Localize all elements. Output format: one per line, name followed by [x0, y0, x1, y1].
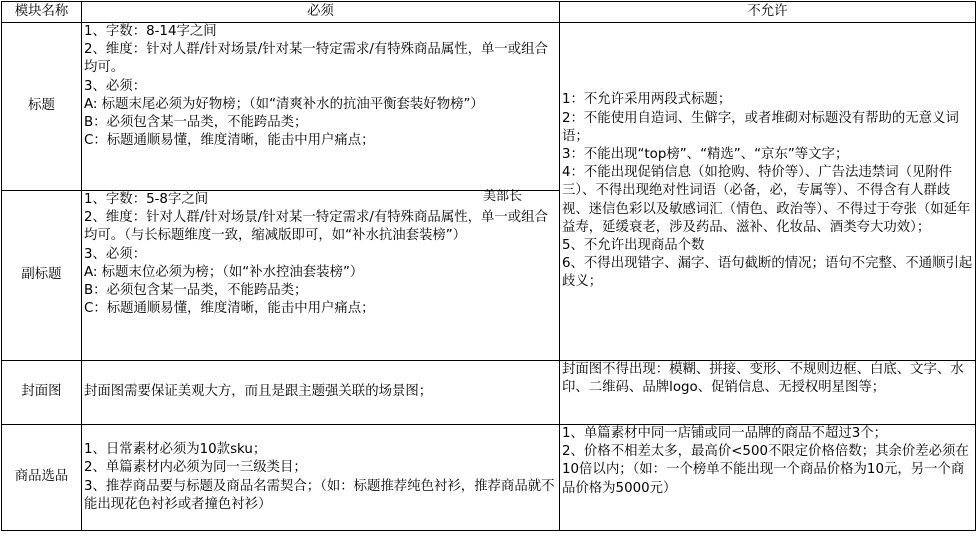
- header-must: 必须: [82, 2, 560, 23]
- list-item: 1、单篇素材中同一店铺或同一品牌的商品不超过3个；: [562, 426, 888, 441]
- list-item: 封面图需要保证美观大方，而且是跟主题强关联的场景图；: [84, 384, 433, 400]
- list-item: 3、必须：: [84, 246, 147, 262]
- list-item: 1、日常素材必须为10款sku；: [84, 442, 267, 458]
- cover-forbid-cell: [560, 361, 976, 425]
- table-row-product: [2, 425, 976, 531]
- list-item: 2、价格不相差太多，最高价<500不限定价格倍数；其余价差必须在10倍以内；（如：一个榜单不能出现一个商品价格为10元，另一个商品价格为5000元）: [562, 444, 969, 496]
- module-subtitle: 副标题: [2, 191, 82, 361]
- list-item: 3、必须：: [84, 78, 147, 94]
- title-must-cell: [82, 23, 560, 191]
- list-item: 2、维度：针对人群/针对场景/针对某一特定需求/有特殊商品属性，单一或组合均可。: [84, 42, 548, 76]
- module-cover: 封面图: [2, 361, 82, 425]
- requirements-table: [1, 1, 976, 531]
- list-item: 1：不允许采用两段式标题；: [562, 92, 732, 108]
- title-forbid-cell: [560, 23, 976, 361]
- header-forbid: 不允许: [560, 2, 976, 23]
- list-item: 4：不能出现促销信息（如抢购、特价等）、广告法违禁词（见附件三）、不得出现绝对性词语（必备，必，专属等）、不得含有人群歧视、迷信色彩以及敏感词汇（情色、政治等）、不得过于夸张（如延年益寿，延缓衰老，涉及药品、滋补、化妆品、酒类夸大功效）；: [562, 165, 971, 235]
- header-module: 模块名称: [2, 2, 82, 23]
- list-item: 6、不得出现错字、漏字、语句截断的情况；语句不完整、不通顺引起歧义；: [562, 256, 973, 290]
- list-item: 封面图不得出现：模糊、拼接、变形、不规则边框、白底、文字、水印、二维码、品牌logo、促销信息、无授权明星图等；: [562, 362, 964, 396]
- list-item: 2、单篇素材内必须为同一三级类目；: [84, 460, 307, 476]
- list-item: B：必须包含某一品类，不能跨品类；: [84, 115, 308, 131]
- watermark: 美部长: [483, 189, 523, 204]
- list-item: 1、字数：8-14字之间: [84, 24, 217, 39]
- list-item: B：必须包含某一品类，不能跨品类；: [84, 283, 308, 299]
- module-title: 标题: [2, 23, 82, 191]
- product-forbid-cell: [560, 425, 976, 531]
- list-item: C：标题通顺易懂，维度清晰，能击中用户痛点；: [84, 301, 375, 317]
- list-item: A: 标题末尾必须为好物榜；（如“清爽补水的抗油平衡套装好物榜”）: [84, 96, 484, 112]
- subtitle-must-cell: [82, 191, 560, 361]
- list-item: 2、维度：针对人群/针对场景/针对某一特定需求/有特殊商品属性，单一或组合均可。（与长标题维度一致，缩减版即可，如“补水抗油套装榜”）: [84, 210, 548, 244]
- list-item: 2：不能使用自造词、生僻字，或者堆砌对标题没有帮助的无意义词语；: [562, 110, 959, 144]
- list-item: 3：不能出现“top榜”、“精选”、“京东”等文字；: [562, 146, 849, 162]
- product-must-cell: [82, 425, 560, 531]
- table-row-title: [2, 23, 976, 191]
- list-item: C：标题通顺易懂，维度清晰，能击中用户痛点；: [84, 133, 375, 149]
- list-item: A: 标题末位必须为榜；（如“补水控油套装榜”）: [84, 264, 364, 280]
- module-product: 商品选品: [2, 425, 82, 531]
- list-item: 3、推荐商品要与标题及商品名需契合；（如：标题推荐纯色衬衫，推荐商品就不能出现花色衬衫或者撞色衬衫）: [84, 478, 555, 512]
- list-item: 5、不允许出现商品个数: [562, 238, 705, 253]
- table-row-cover: [2, 361, 976, 425]
- list-item: 1、字数：5-8字之间: [84, 192, 209, 207]
- cover-must-cell: [82, 361, 560, 425]
- header-row: [2, 2, 976, 23]
